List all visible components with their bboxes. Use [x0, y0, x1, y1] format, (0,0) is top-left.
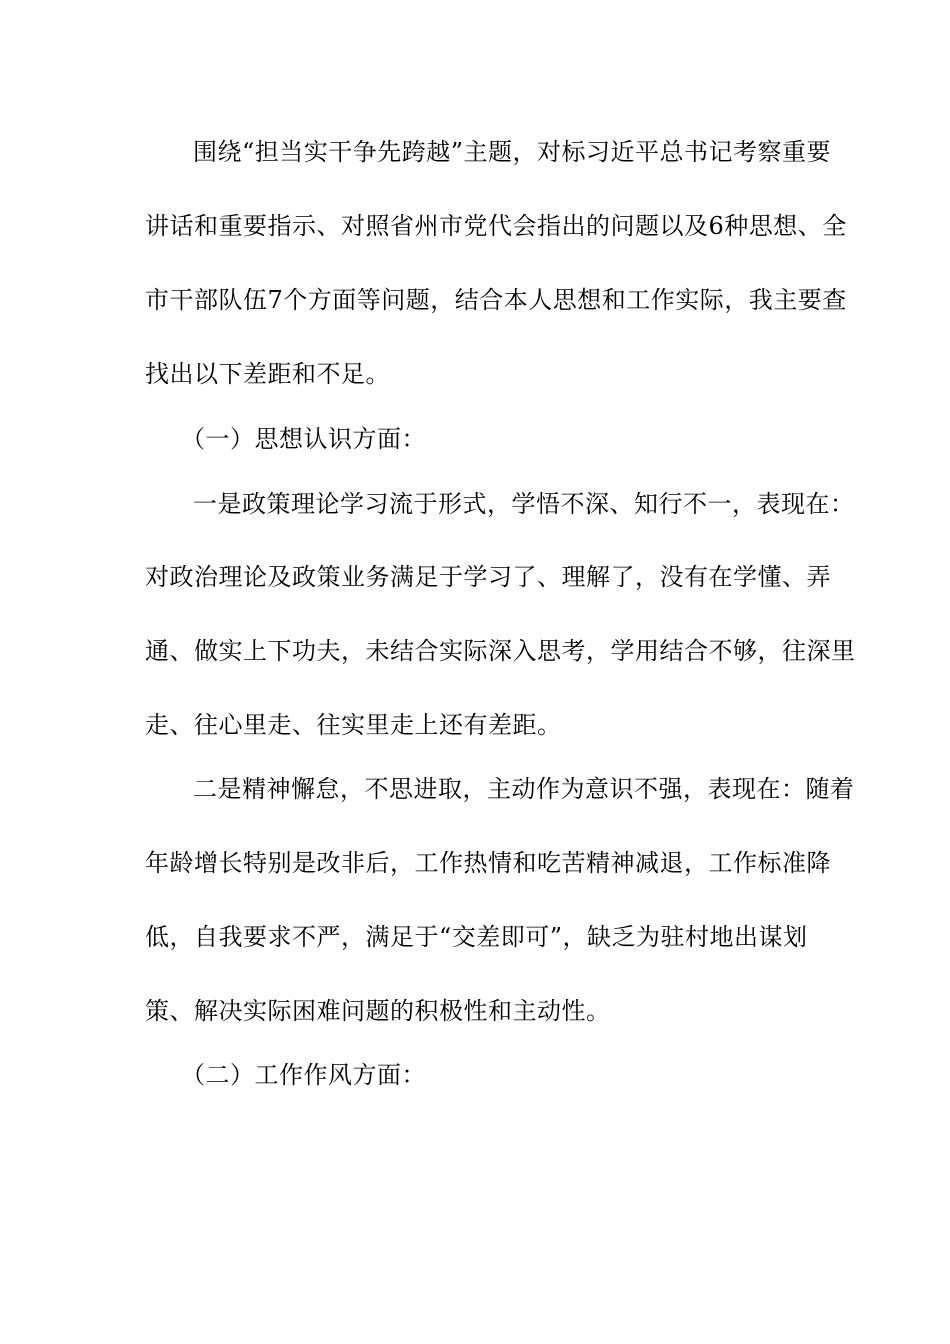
section-heading-2: （二）工作作风方面： — [181, 1061, 426, 1089]
paragraph-1-line-3: 市干部队伍7个方面等问题，结合本人思想和工作实际，我主要查 — [145, 286, 847, 314]
section-heading-1: （一）思想认识方面： — [181, 425, 426, 453]
paragraph-1-line-1: 围绕“担当实干争先跨越”主题，对标习近平总书记考察重要 — [193, 138, 832, 166]
paragraph-2-line-3: 通、做实上下功夫，未结合实际深入思考，学用结合不够，往深里 — [145, 637, 856, 665]
paragraph-1-line-4: 找出以下差距和不足。 — [145, 360, 390, 388]
paragraph-2-line-2: 对政治理论及政策业务满足于学习了、理解了，没有在学懂、弄 — [145, 563, 831, 591]
paragraph-3-line-3: 低，自我要求不严，满足于“交差即可”，缺乏为驻村地出谋划 — [145, 923, 808, 951]
paragraph-1-line-2: 讲话和重要指示、对照省州市党代会指出的问题以及6种思想、全 — [145, 212, 847, 240]
paragraph-2-line-4: 走、往心里走、往实里走上还有差距。 — [145, 711, 562, 739]
paragraph-3-line-1: 二是精神懈怠，不思进取，主动作为意识不强，表现在：随着 — [193, 775, 855, 803]
paragraph-2-line-1: 一是政策理论学习流于形式，学悟不深、知行不一，表现在： — [193, 490, 855, 518]
paragraph-3-line-2: 年龄增长特别是改非后，工作热情和吃苦精神减退，工作标准降 — [145, 849, 831, 877]
paragraph-3-line-4: 策、解决实际困难问题的积极性和主动性。 — [145, 997, 611, 1025]
